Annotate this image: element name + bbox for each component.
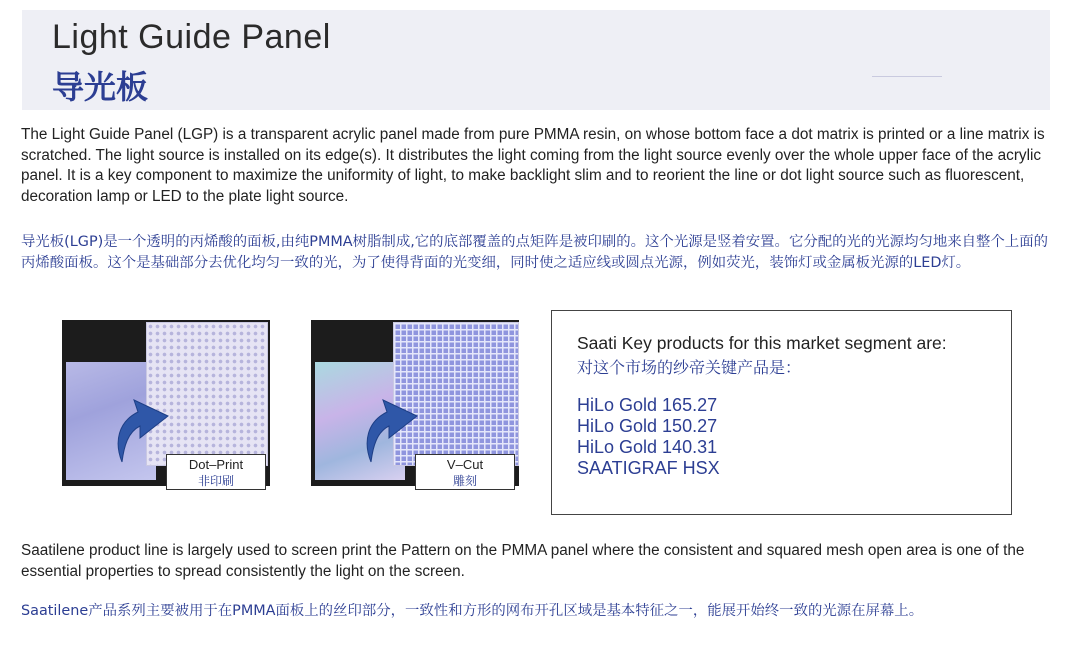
v-cut-label-en: V–Cut bbox=[446, 457, 484, 472]
key-products-heading: Saati Key products for this market segment are: bbox=[577, 333, 947, 353]
product-item: HiLo Gold 140.31 bbox=[577, 437, 718, 457]
product-item: SAATIGRAF HSX bbox=[577, 458, 720, 478]
key-products-heading-chinese: 对这个市场的纱帝关键产品是： bbox=[577, 358, 802, 377]
product-item: HiLo Gold 165.27 bbox=[577, 395, 718, 415]
dot-print-figure bbox=[62, 320, 270, 486]
key-products-list bbox=[577, 395, 720, 479]
key-products-box bbox=[551, 310, 1012, 515]
saatilene-paragraph: Saatilene product line is largely used to screen print the Pattern on the PMMA panel where the consistent and squared mesh open area is one of the essential properties to spread consistently the light on the screen. bbox=[21, 542, 1025, 580]
v-cut-figure bbox=[311, 320, 519, 486]
v-cut-label-cn: 雕刻 bbox=[452, 474, 477, 488]
product-item: HiLo Gold 150.27 bbox=[577, 416, 718, 436]
page-title: Light Guide Panel bbox=[52, 18, 331, 56]
v-cut-label bbox=[415, 454, 515, 490]
intro-paragraph-chinese: 导光板(LGP)是一个透明的丙烯酸的面板,由纯PMMA树脂制成,它的底部覆盖的点矩阵是被印刷的。这个光源是竖着安置。它分配的光的光源均匀地来自整个上面的丙烯酸面板。这个是基础部分去优化均匀一致的光，为了使得背面的光变细，同时使之适应线或圆点光源，例如荧光，装饰灯或金属板光源的LED灯。 bbox=[21, 234, 1048, 271]
page-title-chinese: 导光板 bbox=[52, 68, 149, 106]
dot-print-label bbox=[166, 454, 266, 490]
dot-print-label-en: Dot–Print bbox=[188, 457, 244, 472]
saatilene-paragraph-chinese: Saatilene产品系列主要被用于在PMMA面板上的丝印部分，一致性和方形的网布开孔区域是基本特征之一，能展开始终一致的光源在屏幕上。 bbox=[21, 603, 924, 619]
intro-paragraph: The Light Guide Panel (LGP) is a transparent acrylic panel made from pure PMMA resin, on whose bottom face a dot matrix is printed or a line matrix is scratched. The light source is installed on its edge(s). It distributes the light coming from the light source evenly over the whole upper face of the acrylic panel. It is a key component to maximize the uniformity of light, to make backlight slim and to reorient the line or dot light source such as fluorescent, decoration lamp or LED to the plate light source. bbox=[21, 126, 1045, 205]
header-band bbox=[22, 10, 1050, 110]
dot-print-label-cn: 非印刷 bbox=[197, 474, 234, 488]
scan-artifact bbox=[872, 76, 942, 77]
